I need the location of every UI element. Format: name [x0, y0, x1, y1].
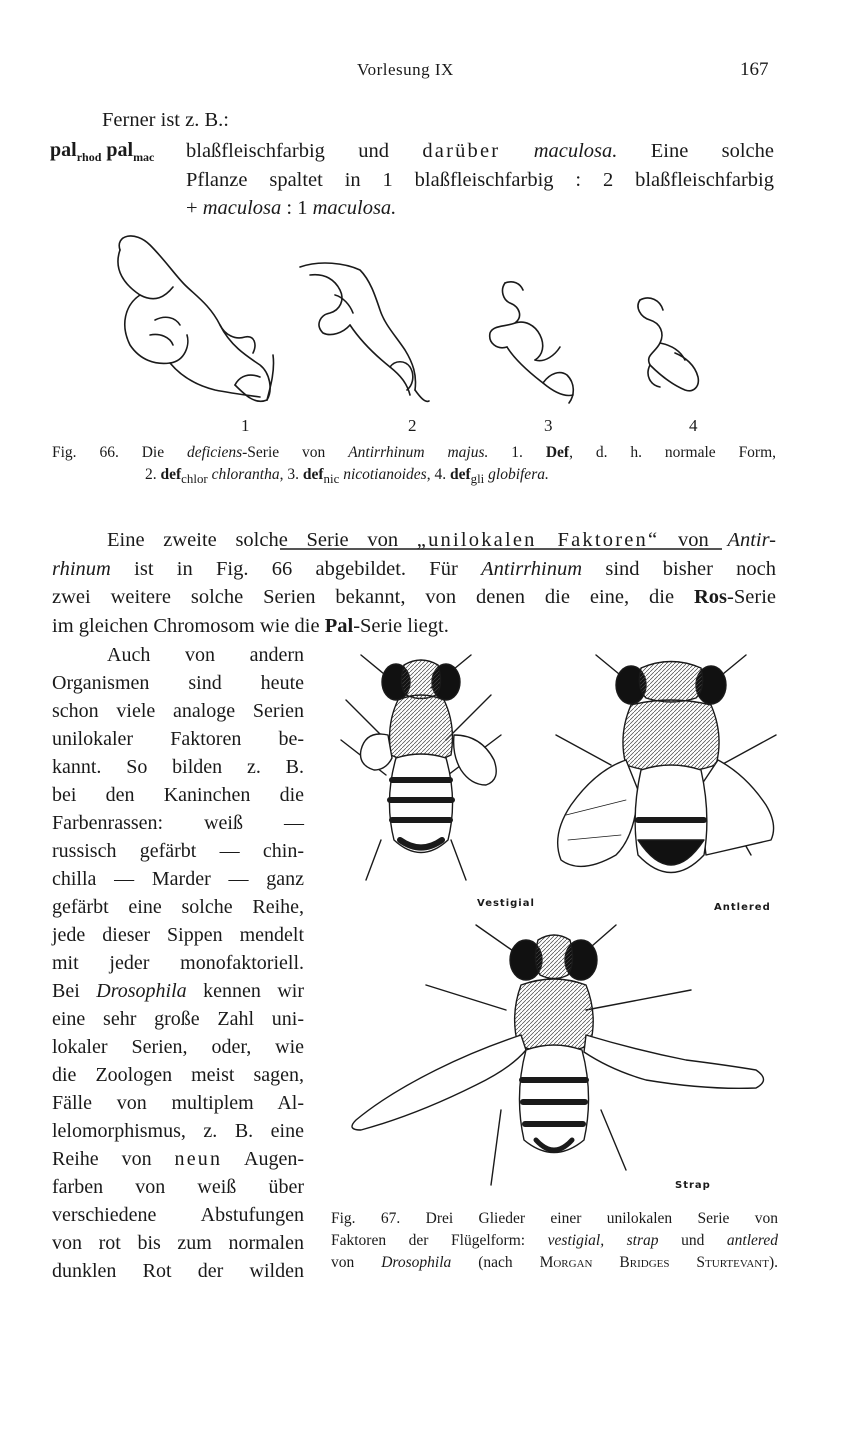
- flower-label-1: 1: [241, 416, 250, 435]
- paragraph-unilokale-faktoren: Eine zweite solche Serie von „unilokalen Faktoren“ von Antir- rhinum ist in Fig. 66 abgebildet. Für Antirrhinum sind bisher noch zwei weitere solche Serien bekannt, von denen die eine, die Ros-Serie im gleichen Chromosom wie die Pal-Serie liegt.: [52, 529, 777, 637]
- fly-strap-drawing: [352, 925, 764, 1185]
- running-title: Vorlesung IX: [357, 60, 454, 79]
- flower-4-drawing: [638, 298, 698, 391]
- genotype-description: blaßfleischfarbig und darüber maculosa. Eine solche Pflanze spaltet in 1 blaßfleischfarbig : 2 blaßfleischfarbig + maculosa : 1 maculosa.: [186, 140, 775, 219]
- ferner-line: Ferner ist z. B.:: [102, 109, 229, 131]
- page-number: 167: [740, 59, 769, 80]
- fly-antlered-drawing: [556, 655, 776, 873]
- figure-67-illustration: [326, 640, 786, 1200]
- figure-66-caption: Fig. 66. Die deficiens-Serie von Antirrhinum majus. 1. Def, d. h. normale Form, 2. def$_{chlor}$ chlorantha, 3. def$_{nic}$ nicotianoides, 4. def$_{gli}$ globifera.: [52, 444, 777, 487]
- genotype-label: pal$_{rhod}$ pal$_{mac}$: [50, 139, 155, 164]
- flower-label-4: 4: [689, 416, 698, 435]
- flower-label-3: 3: [544, 416, 553, 435]
- flower-label-2: 2: [408, 416, 417, 435]
- flower-1-drawing: [118, 236, 274, 401]
- label-vestigial: Vestigial: [477, 898, 535, 909]
- flower-3-drawing: [490, 282, 574, 403]
- figure-66-illustration: [95, 225, 735, 440]
- flower-2-drawing: [300, 263, 429, 401]
- fly-vestigial-drawing: [341, 655, 501, 880]
- column-text: Auch von andern Organismen sind heute schon viele analoge Serien unilokaler Faktoren be- kannt. So bilden z. B. bei den Kaninchen die Farbenrassen: weiß — russisch gefärbt — chin- chilla — Marder — ganz gefärbt eine solche Reihe, jede dieser Sippen mendelt mit jeder monofaktoriell. Bei Drosophila kennen wir eine sehr große Zahl uni- lokaler Serien, oder, wie die Zoologen meist sagen, Fälle von multiplem Al- lelomorphismus, z. B. eine Reihe von neun Augen- farben von weiß über verschiedene Abstufungen von rot bis zum normalen dunklen Rot der wilden: [52, 644, 304, 1282]
- label-antlered: Antlered: [714, 902, 771, 913]
- label-strap: Strap: [675, 1180, 711, 1191]
- figure-67-caption: Fig. 67. Drei Glieder einer unilokalen Serie von Faktoren der Flügelform: vestigial, strap und antlered von Drosophila (nach Morgan Bridges Sturtevant).: [331, 1210, 779, 1271]
